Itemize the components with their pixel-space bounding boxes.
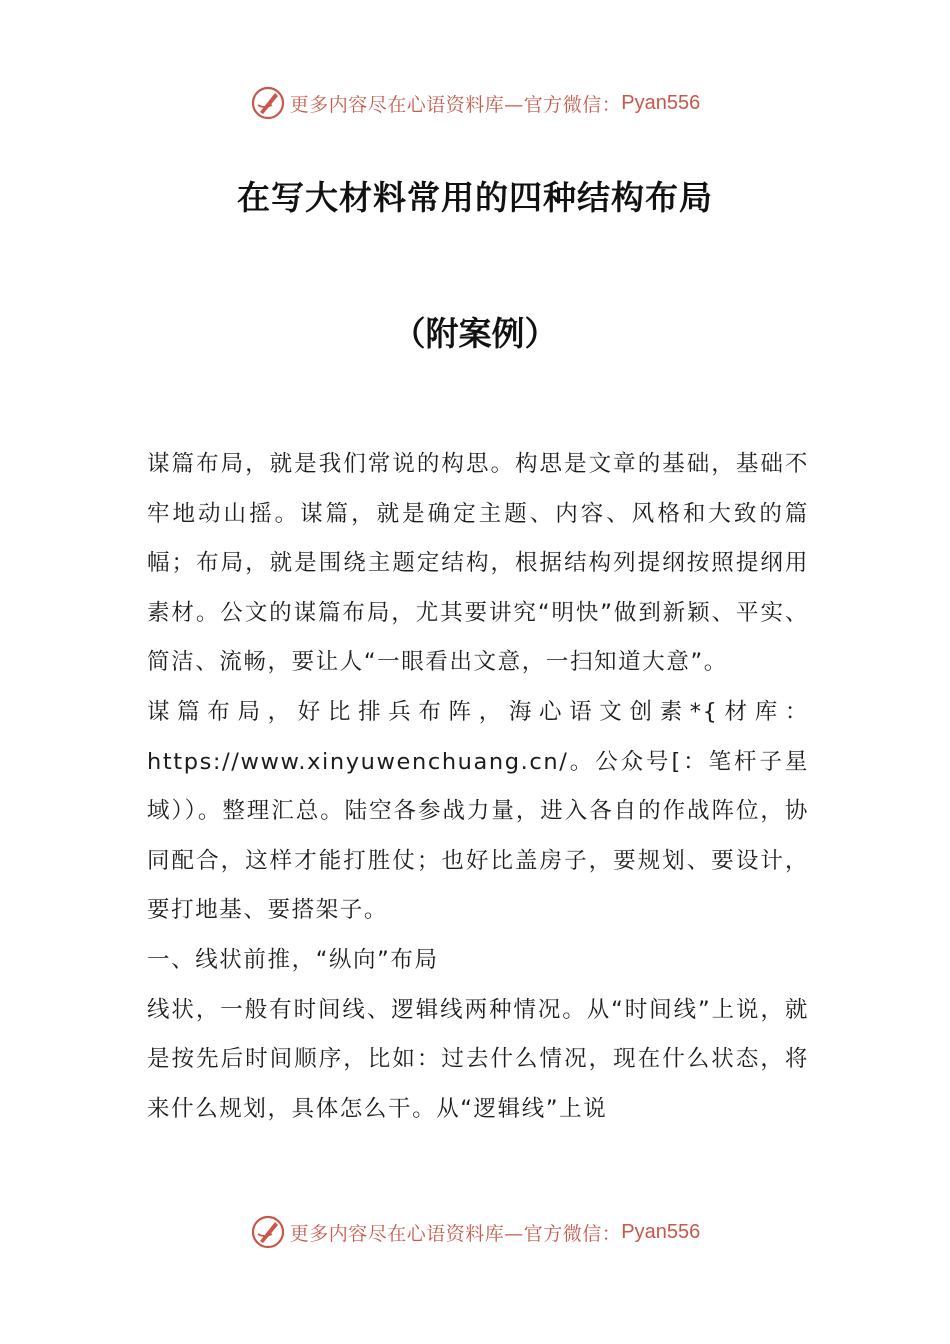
watermark-handle: Pyan556 [621, 1220, 701, 1243]
paragraph: 谋篇布局，就是我们常说的构思。构思是文章的基础，基础不牢地动山摇。谋篇，就是确定主题、内容、风格和大致的篇幅；布局，就是围绕主题定结构，根据结构列提纲按照提纲用素材。公文的谋篇布局，尤其要讲究“明快”做到新颖、平实、简洁、流畅，要让人“一眼看出文意，一扫知道大意”。 [147, 451, 809, 676]
watermark-text: 更多内容尽在心语资料库—官方微信： [289, 1222, 622, 1245]
paragraph: 线状，一般有时间线、逻辑线两种情况。从“时间线”上说，就是按先后时间顺序，比如：过去什么情况，现在什么状态，将来什么规划，具体怎么干。从“逻辑线”上说 [147, 996, 809, 1122]
paragraph: 谋篇布局，好比排兵布阵，海心语文创素*{材库：https://www.xinyuwenchuang.cn/。公众号[：笔杆子星域））。整理汇总。陆空各参战力量，进入各自的作战阵位，协同配合，这样才能打胜仗；也好比盖房子，要规划、要设计，要打地基、要搭架子。 [147, 698, 809, 924]
document-title: 在写大材料常用的四种结构布局 [237, 178, 713, 217]
footer-watermark [0, 1212, 950, 1252]
pen-logo-icon [250, 85, 286, 121]
watermark-handle: Pyan556 [621, 91, 701, 114]
section-heading: 一、线状前推，“纵向”布局 [147, 946, 439, 973]
pen-logo-icon [250, 1214, 286, 1250]
header-watermark [0, 83, 950, 123]
document-body [147, 440, 809, 1134]
document-subtitle: （附案例） [392, 314, 558, 353]
watermark-text: 更多内容尽在心语资料库—官方微信： [289, 93, 622, 116]
